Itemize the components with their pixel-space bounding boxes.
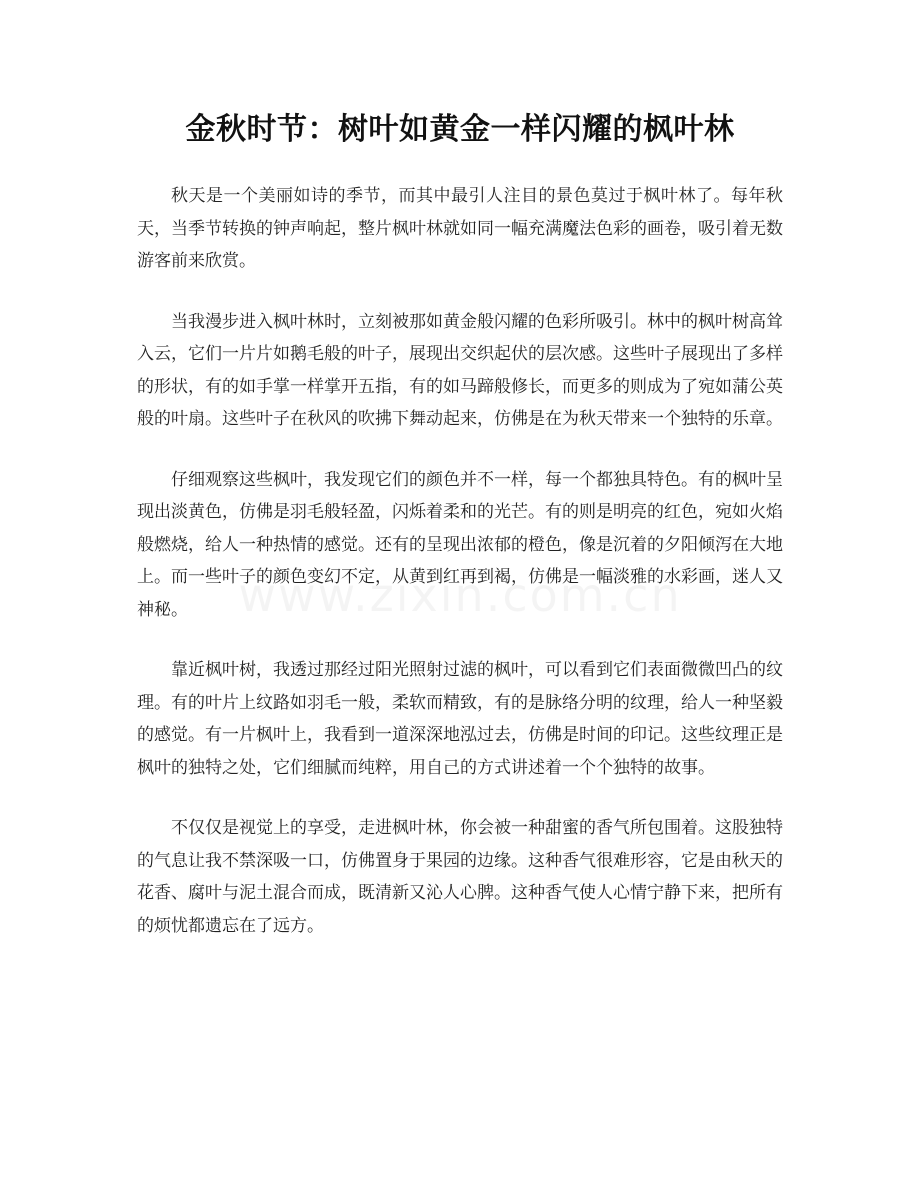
paragraph-4: 靠近枫叶树，我透过那经过阳光照射过滤的枫叶，可以看到它们表面微微凹凸的纹理。有的叶片上纹路如羽毛一般，柔软而精致，有的是脉络分明的纹理，给人一种坚毅的感觉。有一片枫叶上，我看到一道深深地泓过去，仿佛是时间的印记。这些纹理正是枫叶的独特之处，它们细腻而纯粹，用自己的方式讲述着一个个独特的故事。 bbox=[137, 660, 783, 778]
document-body bbox=[137, 180, 783, 970]
document-title: 金秋时节：树叶如黄金一样闪耀的枫叶林 bbox=[185, 112, 735, 147]
paragraph-3: 仔细观察这些枫叶，我发现它们的颜色并不一样，每一个都独具特色。有的枫叶呈现出淡黄色，仿佛是羽毛般轻盈，闪烁着柔和的光芒。有的则是明亮的红色，宛如火焰般燃烧，给人一种热情的感觉。还有的呈现出浓郁的橙色，像是沉着的夕阳倾泻在大地上。而一些叶子的颜色变幻不定，从黄到红再到褐，仿佛是一幅淡雅的水彩画，迷人又神秘。 bbox=[137, 469, 783, 620]
paragraph-2: 当我漫步进入枫叶林时，立刻被那如黄金般闪耀的色彩所吸引。林中的枫叶树高耸入云，它们一片片如鹅毛般的叶子，展现出交织起伏的层次感。这些叶子展现出了多样的形状，有的如手掌一样掌开五指，有的如马蹄般修长，而更多的则成为了宛如蒲公英般的叶扇。这些叶子在秋风的吹拂下舞动起来，仿佛是在为秋天带来一个独特的乐章。 bbox=[137, 311, 783, 429]
paragraph-1: 秋天是一个美丽如诗的季节，而其中最引人注目的景色莫过于枫叶林了。每年秋天，当季节转换的钟声响起，整片枫叶林就如同一幅充满魔法色彩的画卷，吸引着无数游客前来欣赏。 bbox=[137, 186, 783, 271]
paragraph-5: 不仅仅是视觉上的享受，走进枫叶林，你会被一种甜蜜的香气所包围着。这股独特的气息让我不禁深吸一口，仿佛置身于果园的边缘。这种香气很难形容，它是由秋天的花香、腐叶与泥土混合而成，既清新又沁人心脾。这种香气使人心情宁静下来，把所有的烦忧都遗忘在了远方。 bbox=[137, 818, 783, 936]
